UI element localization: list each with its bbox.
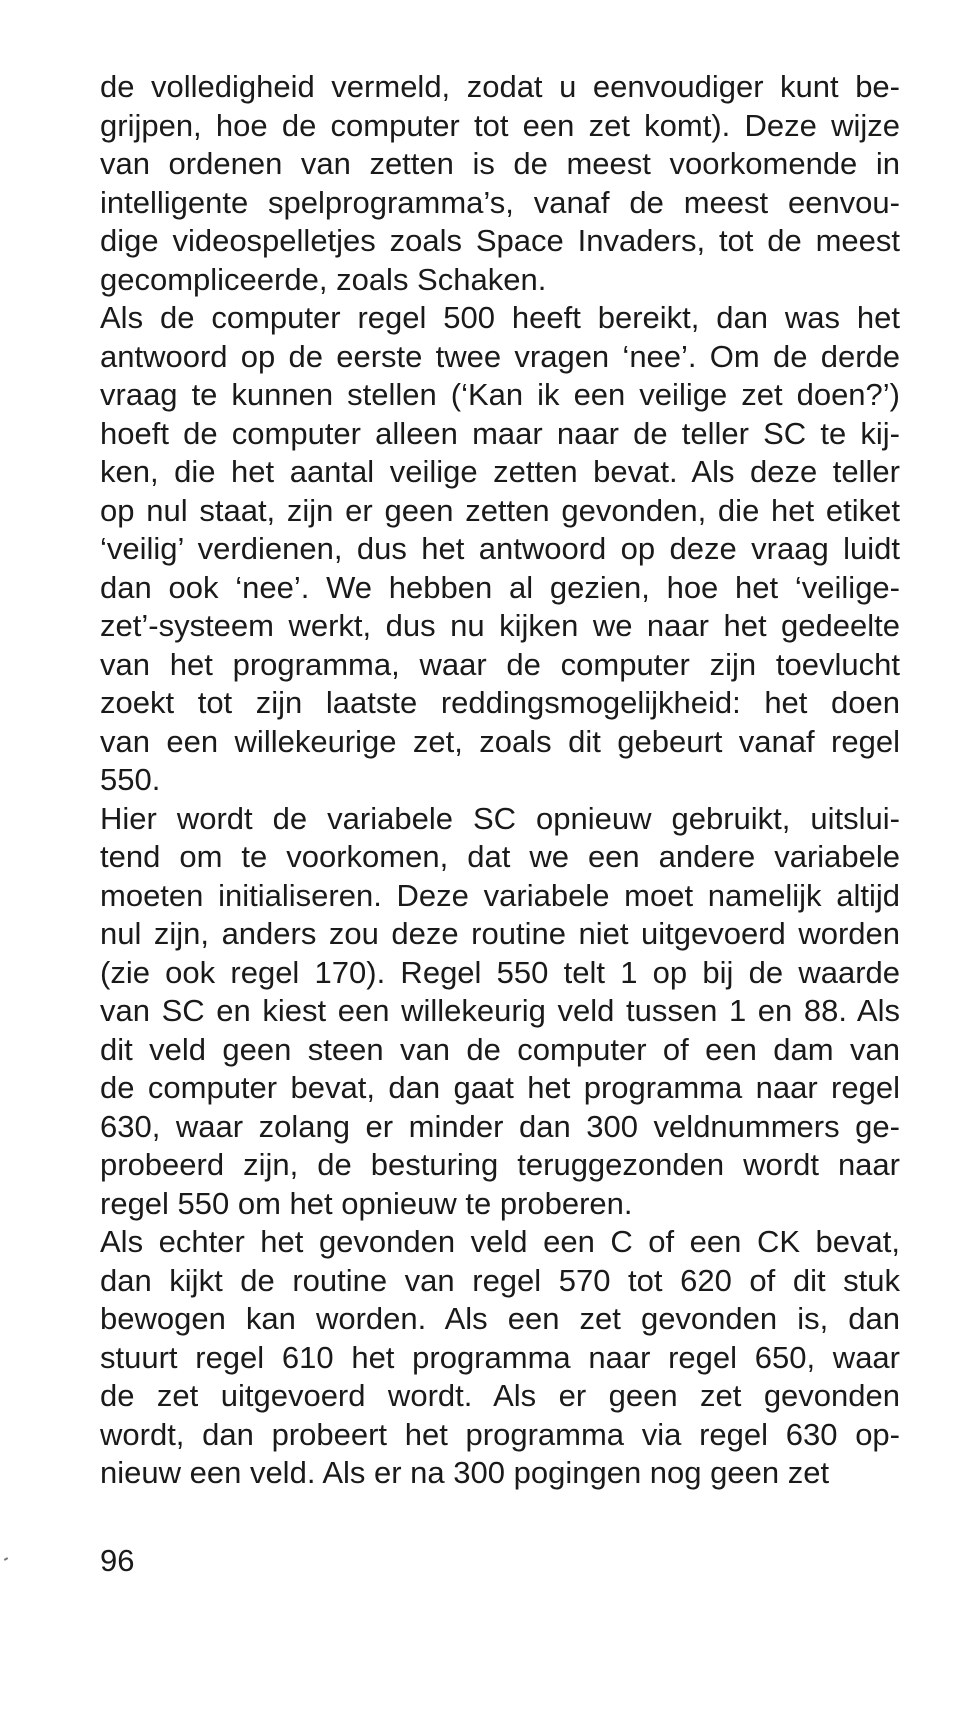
text-line: vraag te kunnen stellen (‘Kan ik een veilige zet doen?’) bbox=[100, 377, 900, 412]
text-line: stuurt regel 610 het programma naar regel 650, waar bbox=[100, 1339, 900, 1375]
text-line: Als echter het gevonden veld een C of een CK bevat, bbox=[100, 1224, 900, 1259]
text-line: gecompliceerde, zoals Schaken. bbox=[100, 261, 547, 297]
text-line: dan ook ‘nee’. We hebben al gezien, hoe het ‘veilige- bbox=[100, 569, 900, 605]
text-line: van SC en kiest een willekeurig veld tussen 1 en 88. Als bbox=[100, 993, 900, 1028]
text-line: Als de computer regel 500 heeft bereikt, dan was het bbox=[100, 300, 900, 335]
text-line: Hier wordt de variabele SC opnieuw gebruikt, uitslui- bbox=[100, 800, 900, 836]
text-line: op nul staat, zijn er geen zetten gevonden, die het etiket bbox=[100, 492, 900, 528]
page-number: 96 bbox=[100, 1543, 135, 1578]
scan-speck bbox=[4, 1557, 8, 1561]
text-line: grijpen, hoe de computer tot een zet komt). Deze wijze bbox=[100, 107, 900, 143]
text-line: intelligente spelprogramma’s, vanaf de meest eenvou- bbox=[100, 184, 900, 220]
text-line: ken, die het aantal veilige zetten bevat. Als deze teller bbox=[100, 454, 900, 489]
text-line: zoekt tot zijn laatste reddingsmogelijkheid: het doen bbox=[100, 685, 900, 720]
paragraph bbox=[100, 800, 900, 1224]
paragraph bbox=[100, 1223, 900, 1493]
text-line: 550. bbox=[100, 762, 161, 797]
text-line: van het programma, waar de computer zijn toevlucht bbox=[100, 646, 900, 682]
text-line: (zie ook regel 170). Regel 550 telt 1 op bij de waarde bbox=[100, 954, 900, 990]
text-line: probeerd zijn, de besturing teruggezonden wordt naar bbox=[100, 1147, 900, 1182]
text-line: dit veld geen steen van de computer of een dam van bbox=[100, 1031, 900, 1067]
text-line: dige videospelletjes zoals Space Invaders, tot de meest bbox=[100, 223, 900, 258]
text-line: nul zijn, anders zou deze routine niet uitgevoerd worden bbox=[100, 916, 900, 951]
text-line: 630, waar zolang er minder dan 300 veldnummers ge- bbox=[100, 1108, 900, 1144]
text-line: bewogen kan worden. Als een zet gevonden is, dan bbox=[100, 1301, 900, 1336]
text-line: zet’-systeem werkt, dus nu kijken we naar het gedeelte bbox=[100, 608, 900, 643]
text-line: tend om te voorkomen, dat we een andere variabele bbox=[100, 839, 900, 874]
text-line: antwoord op de eerste twee vragen ‘nee’. Om de derde bbox=[100, 338, 900, 374]
text-line: van ordenen van zetten is de meest voorkomende in bbox=[100, 146, 900, 181]
text-line: de zet uitgevoerd wordt. Als er geen zet gevonden bbox=[100, 1378, 900, 1413]
text-line: de computer bevat, dan gaat het programma naar regel bbox=[100, 1070, 900, 1105]
text-line: moeten initialiseren. Deze variabele moet namelijk altijd bbox=[100, 877, 900, 913]
text-line: ‘veilig’ verdienen, dus het antwoord op deze vraag luidt bbox=[100, 531, 900, 566]
text-line: nieuw een veld. Als er na 300 pogingen nog geen zet bbox=[100, 1455, 830, 1490]
body-text bbox=[100, 68, 900, 1493]
paragraph bbox=[100, 299, 900, 800]
paragraph bbox=[100, 68, 900, 299]
text-line: dan kijkt de routine van regel 570 tot 620 of dit stuk bbox=[100, 1262, 900, 1298]
text-line: wordt, dan probeert het programma via regel 630 op- bbox=[100, 1416, 900, 1452]
text-line: regel 550 om het opnieuw te proberen. bbox=[100, 1185, 633, 1221]
text-line: van een willekeurige zet, zoals dit gebeurt vanaf regel bbox=[100, 723, 900, 759]
text-line: de volledigheid vermeld, zodat u eenvoudiger kunt be- bbox=[100, 69, 900, 104]
text-line: hoeft de computer alleen maar naar de teller SC te kij- bbox=[100, 415, 900, 451]
